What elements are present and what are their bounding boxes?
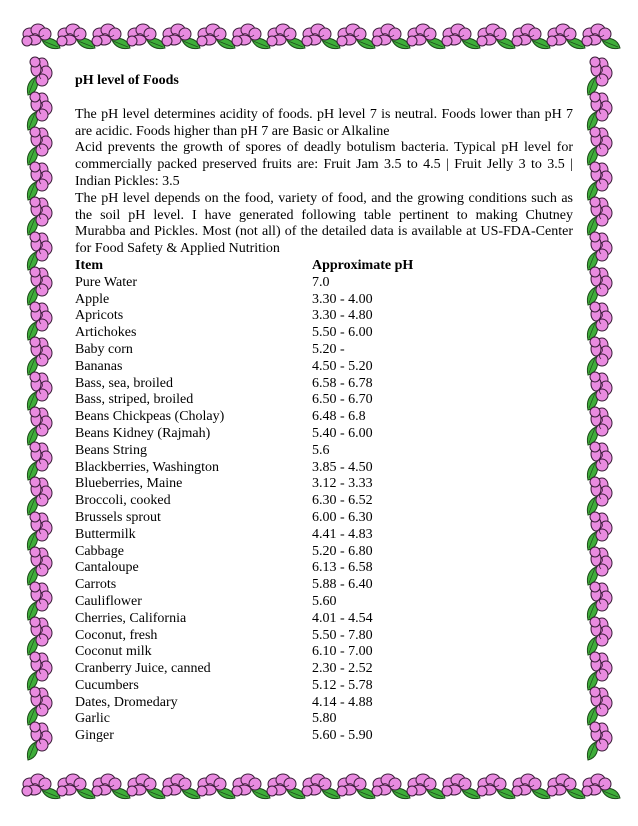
ph-value-cell: 6.13 - 6.58 xyxy=(312,560,373,576)
ph-value-cell: 5.20 - xyxy=(312,341,345,357)
table-header-row xyxy=(75,258,573,275)
ph-value-cell: 5.12 - 5.78 xyxy=(312,677,373,693)
table-row xyxy=(75,560,573,577)
flower-icon xyxy=(27,582,52,620)
flower-icon xyxy=(127,774,165,799)
flower-icon xyxy=(587,722,612,760)
intro-paragraph: The pH level determines acidity of foods. pH level 7 is neutral. Foods lower than pH 7 are acidic. Foods higher than pH 7 are Basic or Alkaline xyxy=(75,106,573,139)
ph-value-cell: 5.6 xyxy=(312,442,330,458)
column-header-item: Item xyxy=(75,257,103,273)
flower-icon xyxy=(587,162,612,200)
flower-icon xyxy=(267,24,305,49)
flower-icon xyxy=(27,687,52,725)
food-item-cell: Apple xyxy=(75,291,110,307)
ph-value-cell: 3.85 - 4.50 xyxy=(312,459,373,475)
table-row xyxy=(75,275,573,292)
ph-value-cell: 6.00 - 6.30 xyxy=(312,509,373,525)
flower-icon xyxy=(162,774,200,799)
food-item-cell: Ginger xyxy=(75,728,114,744)
ph-value-cell: 4.50 - 5.20 xyxy=(312,358,373,374)
page-title: pH level of Foods xyxy=(75,73,179,88)
ph-value-cell: 6.58 - 6.78 xyxy=(312,375,373,391)
flower-icon xyxy=(587,617,612,655)
ph-value-cell: 3.12 - 3.33 xyxy=(312,476,373,492)
flower-icon xyxy=(587,477,612,515)
table-row xyxy=(75,644,573,661)
table-row xyxy=(75,359,573,376)
flower-icon xyxy=(477,24,515,49)
flower-icon xyxy=(407,774,445,799)
food-item-cell: Beans Chickpeas (Cholay) xyxy=(75,409,225,425)
table-row xyxy=(75,611,573,628)
table-row xyxy=(75,409,573,426)
flower-icon xyxy=(27,512,52,550)
ph-value-cell: 6.50 - 6.70 xyxy=(312,392,373,408)
food-item-cell: Buttermilk xyxy=(75,526,136,542)
table-row xyxy=(75,628,573,645)
flower-icon xyxy=(587,57,612,95)
food-item-cell: Coconut milk xyxy=(75,644,152,660)
flower-icon xyxy=(587,267,612,305)
flower-icon xyxy=(232,24,270,49)
table-row xyxy=(75,325,573,342)
flower-icon xyxy=(27,337,52,375)
flower-icon xyxy=(587,127,612,165)
ph-value-cell: 6.48 - 6.8 xyxy=(312,409,366,425)
ph-value-cell: 3.30 - 4.80 xyxy=(312,308,373,324)
ph-value-cell: 6.10 - 7.00 xyxy=(312,644,373,660)
flower-icon xyxy=(27,477,52,515)
flower-icon xyxy=(57,24,95,49)
ph-value-cell: 7.0 xyxy=(312,274,330,290)
ph-value-cell: 2.30 - 2.52 xyxy=(312,661,373,677)
flower-icon xyxy=(27,302,52,340)
flower-icon xyxy=(197,24,235,49)
table-row xyxy=(75,527,573,544)
table-row xyxy=(75,443,573,460)
flower-icon xyxy=(442,774,480,799)
table-row xyxy=(75,376,573,393)
ph-value-cell: 3.30 - 4.00 xyxy=(312,291,373,307)
food-item-cell: Artichokes xyxy=(75,325,137,341)
flower-icon xyxy=(232,774,270,799)
ph-value-cell: 4.41 - 4.83 xyxy=(312,526,373,542)
ph-value-cell: 5.80 xyxy=(312,711,337,727)
flower-icon xyxy=(587,337,612,375)
flower-icon xyxy=(587,547,612,585)
table-row xyxy=(75,711,573,728)
flower-icon xyxy=(302,774,340,799)
botulism-paragraph: Acid prevents the growth of spores of deadly botulism bacteria. Typical pH level for commercially packed preserved fruits are: Fruit Jam 3.5 to 4.5 | Fruit Jelly 3 to 3.5 | Indian Pickles: 3.5 xyxy=(75,140,573,189)
flower-icon xyxy=(27,267,52,305)
food-item-cell: Bass, striped, broiled xyxy=(75,392,194,408)
flower-icon xyxy=(582,24,620,49)
flower-icon xyxy=(27,197,52,235)
flower-icon xyxy=(27,407,52,445)
flower-icon xyxy=(27,372,52,410)
food-item-cell: Blueberries, Maine xyxy=(75,476,183,492)
table-row xyxy=(75,476,573,493)
flower-icon xyxy=(162,24,200,49)
food-item-cell: Coconut, fresh xyxy=(75,627,158,643)
table-row xyxy=(75,678,573,695)
food-item-cell: Brussels sprout xyxy=(75,509,161,525)
table-row xyxy=(75,426,573,443)
ph-value-cell: 6.30 - 6.52 xyxy=(312,493,373,509)
flower-icon xyxy=(547,774,585,799)
ph-value-cell: 4.01 - 4.54 xyxy=(312,610,373,626)
flower-icon xyxy=(57,774,95,799)
food-item-cell: Baby corn xyxy=(75,341,133,357)
flower-icon xyxy=(587,302,612,340)
food-item-cell: Cherries, California xyxy=(75,610,187,626)
flower-icon xyxy=(27,442,52,480)
table-row xyxy=(75,392,573,409)
food-item-cell: Cabbage xyxy=(75,543,124,559)
ph-value-cell: 5.50 - 7.80 xyxy=(312,627,373,643)
food-item-cell: Carrots xyxy=(75,577,117,593)
food-item-cell: Blackberries, Washington xyxy=(75,459,220,475)
table-row xyxy=(75,661,573,678)
flower-icon xyxy=(27,127,52,165)
table-row xyxy=(75,544,573,561)
ph-value-cell: 4.14 - 4.88 xyxy=(312,694,373,710)
table-row xyxy=(75,577,573,594)
flower-icon xyxy=(27,162,52,200)
ph-value-cell: 5.60 - 5.90 xyxy=(312,728,373,744)
flower-icon xyxy=(587,512,612,550)
food-item-cell: Pure Water xyxy=(75,274,137,290)
table-row xyxy=(75,292,573,309)
flower-icon xyxy=(27,232,52,270)
flower-icon xyxy=(92,774,130,799)
flower-icon xyxy=(587,92,612,130)
flower-icon xyxy=(477,774,515,799)
table-row xyxy=(75,728,573,745)
flower-icon xyxy=(22,24,60,49)
food-item-cell: Beans String xyxy=(75,442,147,458)
food-item-cell: Bass, sea, broiled xyxy=(75,375,173,391)
flower-icon xyxy=(27,617,52,655)
flower-icon xyxy=(587,232,612,270)
flower-icon xyxy=(197,774,235,799)
flower-icon xyxy=(337,24,375,49)
table-row xyxy=(75,460,573,477)
flower-icon xyxy=(587,372,612,410)
ph-table xyxy=(75,258,573,745)
flower-icon xyxy=(267,774,305,799)
ph-value-cell: 5.60 xyxy=(312,593,337,609)
page-content xyxy=(75,73,573,745)
flower-icon xyxy=(27,92,52,130)
flower-icon xyxy=(587,442,612,480)
flower-icon xyxy=(442,24,480,49)
flower-icon xyxy=(587,197,612,235)
flower-icon xyxy=(27,547,52,585)
flower-icon xyxy=(582,774,620,799)
food-item-cell: Beans Kidney (Rajmah) xyxy=(75,425,211,441)
flower-icon xyxy=(27,57,52,95)
flower-icon xyxy=(337,774,375,799)
flower-icon xyxy=(587,582,612,620)
ph-value-cell: 5.88 - 6.40 xyxy=(312,577,373,593)
food-item-cell: Cranberry Juice, canned xyxy=(75,661,211,677)
flower-icon xyxy=(512,24,550,49)
flower-icon xyxy=(372,24,410,49)
food-item-cell: Garlic xyxy=(75,711,110,727)
table-row xyxy=(75,493,573,510)
table-row xyxy=(75,308,573,325)
food-item-cell: Cauliflower xyxy=(75,593,142,609)
flower-icon xyxy=(587,687,612,725)
flower-icon xyxy=(512,774,550,799)
ph-value-cell: 5.40 - 6.00 xyxy=(312,425,373,441)
flower-icon xyxy=(22,774,60,799)
flower-icon xyxy=(372,774,410,799)
food-item-cell: Cantaloupe xyxy=(75,560,139,576)
flower-icon xyxy=(547,24,585,49)
flower-icon xyxy=(27,652,52,690)
ph-value-cell: 5.20 - 6.80 xyxy=(312,543,373,559)
flower-icon xyxy=(92,24,130,49)
food-item-cell: Bananas xyxy=(75,358,123,374)
table-row xyxy=(75,342,573,359)
table-row xyxy=(75,510,573,527)
flower-icon xyxy=(127,24,165,49)
ph-value-cell: 5.50 - 6.00 xyxy=(312,325,373,341)
flower-icon xyxy=(587,407,612,445)
food-item-cell: Dates, Dromedary xyxy=(75,694,178,710)
flower-icon xyxy=(302,24,340,49)
flower-icon xyxy=(587,652,612,690)
flower-icon xyxy=(407,24,445,49)
food-item-cell: Cucumbers xyxy=(75,677,139,693)
table-row xyxy=(75,594,573,611)
food-item-cell: Broccoli, cooked xyxy=(75,493,171,509)
column-header-ph: Approximate pH xyxy=(312,257,414,273)
food-item-cell: Apricots xyxy=(75,308,124,324)
flower-icon xyxy=(27,722,52,760)
table-row xyxy=(75,695,573,712)
source-paragraph: The pH level depends on the food, variety of food, and the growing conditions such as the soil pH level. I have generated following table pertinent to making Chutney Murabba and Pickles. Most (not all) of the detailed data is available at US-FDA-Center for Food Safety & Applied Nutrition xyxy=(75,190,573,257)
